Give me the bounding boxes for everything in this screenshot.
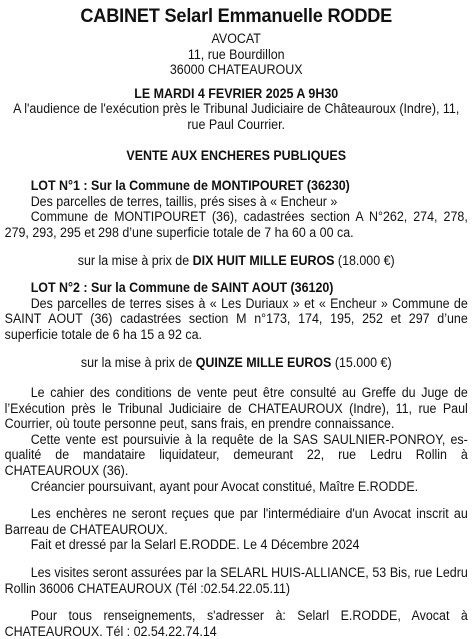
notice-title: CABINET Selarl Emmanuelle RODDE [80, 5, 393, 27]
bids-paragraph: Les enchères ne seront reçues que par l'intermédiaire d'un Avocat inscrit au Barreau de CHATEAUROUX. [4, 506, 468, 537]
hearing-date: LE MARDI 4 FEVRIER 2025 A 9H30 [134, 85, 339, 101]
signature-line: Fait et dressé par la Selarl E.RODDE. Le 4 Décembre 2024 [30, 537, 360, 553]
lot1-cadastre: Commune de MONTIPOURET (36), cadastrées section A N°262, 274, 278, 279, 293, 295 et 298 d’une superficie totale de 7 ha 60 a 00 ca. [4, 209, 468, 240]
lawyer-role: AVOCAT [211, 31, 261, 46]
lot1-price-prefix: sur la mise à prix de [77, 252, 193, 268]
lot2-price [5, 355, 468, 371]
conditions-paragraph: Le cahier des conditions de vente peut être consulté au Greffe du Juge de l’Exécution près le Tribunal Judiciaire de CHATEAUROUX (Indre), 11, rue Paul Courrier, où toute personne peut, sans frais, en prendre connaissance. [4, 385, 468, 432]
visits-paragraph: Les visites seront assurées par la SELARL HUIS-ALLIANCE, 53 Bis, rue Ledru Rollin 36006 CHATEAUROUX (Tél :02.54.22.05.11) [4, 565, 468, 596]
lot1-description: Des parcelles de terres, taillis, prés sises à « Encheur » [30, 193, 338, 209]
lot2-price-amount: QUINZE MILLE EUROS [195, 354, 332, 370]
hearing-location: A l'audience de l'exécution près le Tribunal Judiciaire de Châteauroux (Indre), 11, rue Paul Courrier. [13, 101, 460, 132]
lot1-price-amount: DIX HUIT MILLE EUROS [192, 252, 335, 268]
lawyer-paragraph: Créancier poursuivant, ayant pour Avocat constitué, Maître E.RODDE. [30, 478, 419, 494]
lot2-description: Des parcelles de terres sises à « Les Duriaux » et « Encheur » Commune de SAINT AOUT (36) cadastrées section M n°173, 174, 195, 252 et 297 d’une superficie totale de 6 ha 15 a 92 ca. [4, 295, 468, 342]
creditor-paragraph: Cette vente est poursuivie à la requête de la SAS SAULNIER-PONROY, es-qualité de mandataire liquidateur, demeurant 22, rue Ledru Rollin à CHATEAUROUX (36). [4, 431, 468, 479]
lot1-price-figure: (18.000 €) [334, 252, 395, 268]
lot2-price-figure: (15.000 €) [331, 354, 392, 370]
sale-heading: VENTE AUX ENCHERES PUBLIQUES [126, 147, 347, 163]
lawyer-address-city: 36000 CHATEAUROUX [169, 62, 303, 78]
lot1-heading: LOT N°1 : Sur la Commune de MONTIPOURET (36230) [30, 178, 350, 194]
contact-paragraph: Pour tous renseignements, s'adresser à: Selarl E.RODDE, Avocat à CHATEAUROUX. Tél : 02.54.22.74.14 [4, 608, 468, 639]
lawyer-address-street: 11, rue Bourdillon [187, 46, 285, 62]
lot1-price [5, 253, 468, 269]
lot2-price-prefix: sur la mise à prix de [80, 354, 196, 370]
lot2-heading: LOT N°2 : Sur la Commune de SAINT AOUT (36120) [30, 280, 334, 296]
